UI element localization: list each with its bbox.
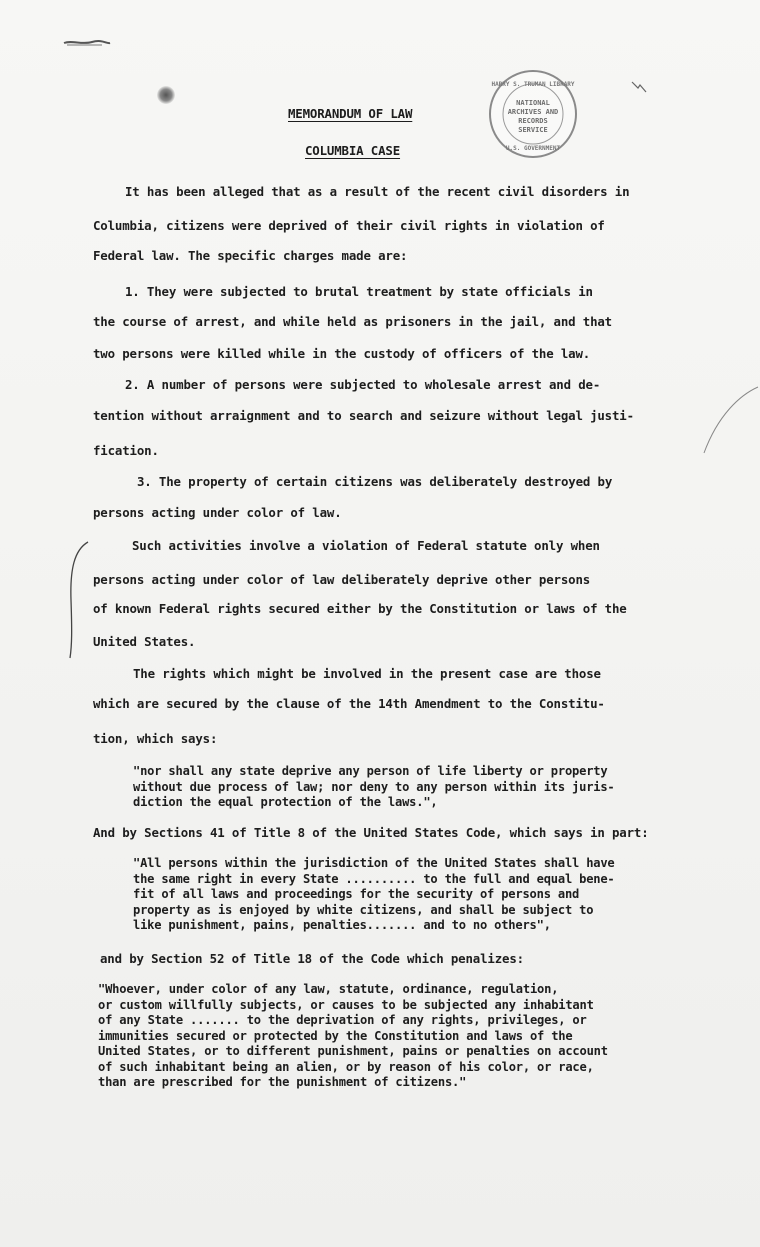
quote-line: than are prescribed for the punishment of citizens." — [98, 1075, 467, 1089]
paper-fold-mark — [700, 385, 760, 455]
memo-subtitle: COLUMBIA CASE — [305, 143, 401, 158]
body-line: the course of arrest, and while held as prisoners in the jail, and that — [93, 314, 612, 329]
body-line: Federal law. The specific charges made are: — [93, 248, 408, 263]
body-line: and by Section 52 of Title 18 of the Code which penalizes: — [100, 951, 524, 966]
body-line: Columbia, citizens were deprived of their civil rights in violation of — [93, 218, 605, 233]
body-line: tention without arraignment and to search and seizure without legal justi- — [93, 408, 634, 423]
pencil-mark — [62, 38, 112, 48]
stamp-text-2: NATIONAL — [516, 99, 550, 107]
body-line: which are secured by the clause of the 14th Amendment to the Constitu- — [93, 696, 605, 711]
stamp-text-4: RECORDS — [518, 117, 548, 125]
ink-smudge — [157, 86, 175, 104]
body-line: of known Federal rights secured either by the Constitution or laws of the — [93, 601, 627, 616]
body-line: Such activities involve a violation of Federal statute only when — [132, 538, 600, 553]
quote-line: "nor shall any state deprive any person of life liberty or property — [133, 764, 608, 778]
quote-line: of such inhabitant being an alien, or by reason of his color, or race, — [98, 1060, 594, 1074]
archives-stamp — [489, 70, 577, 158]
margin-bracket-mark — [64, 540, 94, 660]
quote-line: without due process of law; nor deny to any person within its juris- — [133, 780, 615, 794]
stamp-text-5: SERVICE — [518, 126, 548, 134]
body-line: persons acting under color of law. — [93, 505, 342, 520]
stamp-seal-icon — [491, 72, 575, 156]
body-line: It has been alleged that as a result of the recent civil disorders in — [125, 184, 630, 199]
body-line: 3. The property of certain citizens was deliberately destroyed by — [137, 474, 613, 489]
quote-line: "All persons within the jurisdiction of the United States shall have — [133, 856, 615, 870]
body-line: United States. — [93, 634, 196, 649]
body-line: tion, which says: — [93, 731, 218, 746]
quote-line: fit of all laws and proceedings for the security of persons and — [133, 887, 580, 901]
quote-line: immunities secured or protected by the Constitution and laws of the — [98, 1029, 573, 1043]
quote-line: of any State ....... to the deprivation of any rights, privileges, or — [98, 1013, 587, 1027]
body-line: 1. They were subjected to brutal treatment by state officials in — [125, 284, 593, 299]
quote-line: property as is enjoyed by white citizens, and shall be subject to — [133, 903, 594, 917]
quote-line: like punishment, pains, penalties....... and to no others", — [133, 918, 551, 932]
body-line: And by Sections 41 of Title 8 of the United States Code, which says in part: — [93, 825, 649, 840]
body-line: two persons were killed while in the custody of officers of the law. — [93, 346, 591, 361]
body-line: fication. — [93, 443, 159, 458]
body-line: persons acting under color of law deliberately deprive other persons — [93, 572, 591, 587]
body-line: 2. A number of persons were subjected to wholesale arrest and de- — [125, 377, 601, 392]
quote-line: diction the equal protection of the laws.", — [133, 795, 438, 809]
quote-line: United States, or to different punishment, pains or penalties on account — [98, 1044, 608, 1058]
memo-title: MEMORANDUM OF LAW — [288, 106, 413, 121]
quote-line: or custom willfully subjects, or causes to be subjected any inhabitant — [98, 998, 594, 1012]
quote-line: "Whoever, under color of any law, statute, ordinance, regulation, — [98, 982, 559, 996]
body-line: The rights which might be involved in the present case are those — [133, 666, 601, 681]
pencil-tick — [630, 80, 650, 94]
stamp-text-3: ARCHIVES AND — [507, 108, 559, 116]
stamp-text-6: U.S. GOVERNMENT — [505, 145, 561, 152]
quote-line: the same right in every State .......... to the full and equal bene- — [133, 872, 615, 886]
stamp-text-1: HARRY S. TRUMAN LIBRARY — [491, 81, 575, 88]
